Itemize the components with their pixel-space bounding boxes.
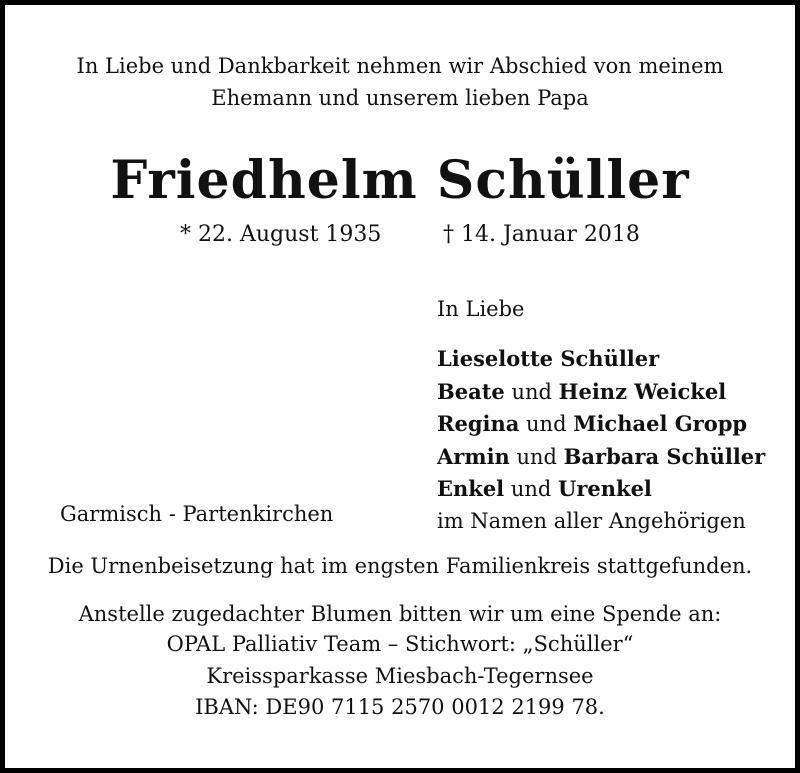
mourner-name: Regina (437, 411, 520, 436)
mourner-name: Enkel (437, 476, 505, 501)
mourner-conjunction: und (504, 477, 559, 501)
mourner-name: Armin (437, 443, 510, 469)
mourner-conjunction: und (519, 412, 574, 436)
birth-date: * 22. August 1935 (180, 222, 382, 247)
intro-line-2: Ehemann und unserem lieben Papa (211, 86, 589, 110)
burial-note: Die Urnenbeisetzung hat im engsten Familienkreis stattgefunden. (47, 554, 753, 578)
mourner-name: Urenkel (558, 476, 652, 501)
mourner-name: Barbara Schüller (563, 443, 766, 469)
mourners-heading: In Liebe (437, 297, 525, 321)
mourner-conjunction: und (504, 379, 559, 404)
donation-iban: IBAN: DE90 7115 2570 0012 2199 78. (195, 695, 605, 719)
mourner-name: Beate (437, 378, 505, 404)
mourner-row (437, 343, 765, 376)
mourner-name: Michael Gropp (573, 411, 748, 436)
donation-line-3: Kreissparkasse Miesbach-Tegernsee (206, 664, 594, 688)
mourners-closing: im Namen aller Angehörigen (437, 508, 746, 533)
donation-line-1: Anstelle zugedachter Blumen bitten wir um eine Spende an: (78, 602, 722, 626)
donation-line-2: OPAL Palliativ Team – Stichwort: „Schüller“ (166, 632, 634, 656)
mourner-row (437, 408, 765, 441)
mourner-name: Lieselotte Schüller (437, 346, 660, 371)
death-date: † 14. Januar 2018 (443, 222, 640, 247)
mourner-row (437, 376, 765, 409)
mourners-list (437, 343, 765, 537)
place: Garmisch - Partenkirchen (60, 502, 334, 526)
mourner-name: Heinz Weickel (558, 378, 727, 404)
deceased-name: Friedhelm Schüller (110, 150, 690, 211)
mourner-conjunction: und (509, 444, 564, 469)
intro-line-1: In Liebe und Dankbarkeit nehmen wir Abschied von meinem (76, 54, 724, 78)
mourner-row (437, 473, 765, 506)
mourner-row (437, 441, 765, 474)
